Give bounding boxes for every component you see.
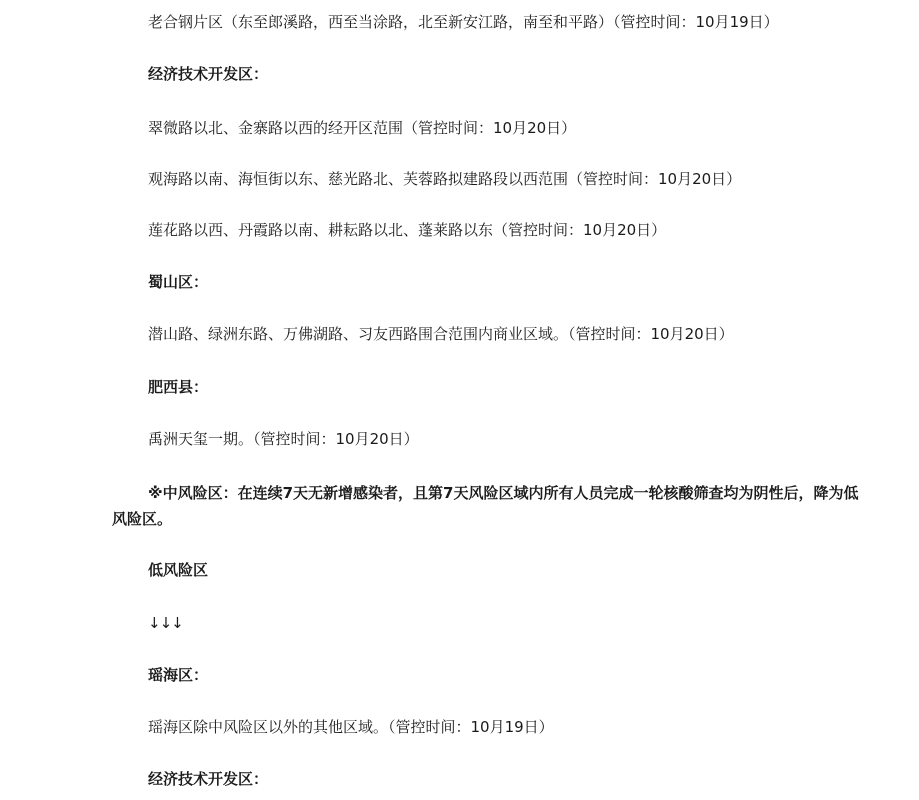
paragraph-qianshan-road: 潜山路、绿洲东路、万佛湖路、习友西路围合范围内商业区域。（管控时间：10月20日） [148,325,734,343]
paragraph-yaohai-other: 瑶海区除中风险区以外的其他区域。（管控时间：10月19日） [148,718,554,736]
heading-yaohai-district: 瑶海区： [148,666,209,684]
paragraph-yuzhou-tianxi: 禹洲天玺一期。（管控时间：10月20日） [148,430,419,448]
paragraph-laohegang: 老合钢片区（东至郎溪路，西至当涂路，北至新安江路，南至和平路）（管控时间：10月19日） [148,13,779,31]
heading-feixi-county: 肥西县： [148,378,209,396]
paragraph-cuiwei-road: 翠微路以北、金寨路以西的经开区范围（管控时间：10月20日） [148,119,577,137]
medium-risk-note: ※中风险区：在连续7天无新增感染者，且第7天风险区域内所有人员完成一轮核酸筛查均为阴性后，降为低风险区。 [112,484,859,528]
paragraph-lianhua-road: 莲花路以西、丹霞路以南、耕耘路以北、蓬莱路以东（管控时间：10月20日） [148,221,667,239]
heading-low-risk: 低风险区 [148,561,209,579]
down-arrows: ↓↓↓ [148,614,183,632]
heading-jingkai-district-2: 经济技术开发区： [148,770,269,788]
paragraph-guanhai-road: 观海路以南、海恒街以东、慈光路北、芙蓉路拟建路段以西范围（管控时间：10月20日） [148,170,742,188]
heading-shushan-district: 蜀山区： [148,273,209,291]
heading-jingkai-district: 经济技术开发区： [148,65,269,83]
